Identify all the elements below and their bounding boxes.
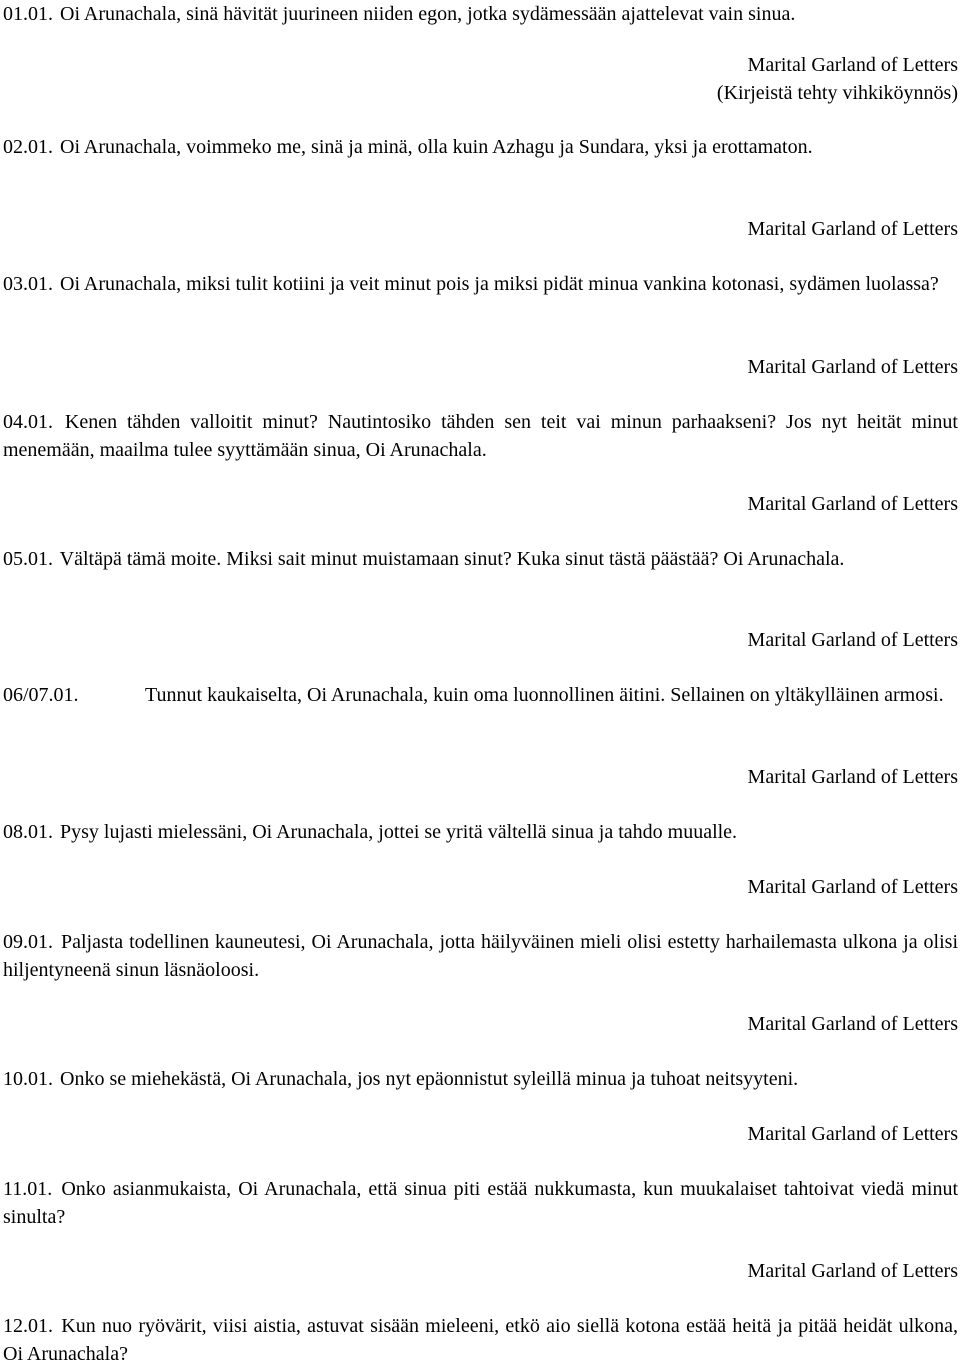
verse-number: 06/07.01.: [3, 684, 79, 706]
verse-text: Kun nuo ryövärit, viisi aistia, astuvat sisään mieleeni, etkö aio siellä kotona estää heitä ja pitää heidät ulkona, Oi Arunachala?: [3, 1315, 959, 1365]
verse-entry: [3, 0, 958, 28]
verse-text-block: [3, 1065, 958, 1093]
verse-entry: [3, 270, 958, 298]
verse-number: 04.01.: [3, 411, 53, 433]
verse-number: 12.01.: [3, 1315, 53, 1337]
verse-source: [748, 353, 958, 381]
verse-source: [717, 51, 958, 107]
verse-entry: [3, 1312, 958, 1368]
verse-number: 03.01.: [3, 273, 53, 295]
verse-text-block: [3, 681, 958, 709]
verse-text-block: [3, 928, 958, 984]
source-label: Marital Garland of Letters: [747, 1123, 958, 1145]
verse-number: 05.01.: [3, 548, 53, 570]
source-label: Marital Garland of Letters: [747, 54, 958, 76]
verse-source: [748, 1257, 958, 1285]
verse-number: 01.01.: [3, 3, 53, 25]
verse-text-block: [3, 1312, 958, 1368]
verse-entry: [3, 408, 958, 464]
verse-text: Kenen tähden valloitit minut? Nautintosiko tähden sen teit vai minun parhaakseni? Jos nyt heität minut menemään, maailma tulee syyttämään sinua, Oi Arunachala.: [3, 411, 958, 461]
verse-number: 08.01.: [3, 821, 53, 843]
verse-entry: [3, 928, 958, 984]
verse-source: [748, 873, 958, 901]
verse-text-block: [3, 0, 958, 28]
verse-text: Vältäpä tämä moite. Miksi sait minut muistamaan sinut? Kuka sinut tästä päästää? Oi Arunachala.: [59, 548, 845, 570]
verse-text: Oi Arunachala, sinä hävität juurineen niiden egon, jotka sydämessään ajattelevat vain sinua.: [60, 3, 796, 25]
source-label: Marital Garland of Letters: [747, 1260, 958, 1282]
verse-text: Oi Arunachala, miksi tulit kotiini ja veit minut pois ja miksi pidät minua vankina kotonasi, sydämen luolassa?: [60, 273, 939, 295]
verse-source: [748, 215, 958, 243]
verse-text-block: [3, 408, 958, 464]
source-label: Marital Garland of Letters: [747, 218, 958, 240]
source-sublabel: (Kirjeistä tehty vihkiköynnös): [716, 82, 958, 104]
verse-number: 09.01.: [3, 931, 53, 953]
verse-entry: [3, 545, 958, 573]
verse-text: Paljasta todellinen kauneutesi, Oi Arunachala, jotta häilyväinen mieli olisi estetty harhailemasta ulkona ja olisi hiljentyneenä sinun läsnäoloosi.: [3, 931, 959, 981]
source-label: Marital Garland of Letters: [747, 1013, 958, 1035]
verse-number: 02.01.: [3, 136, 53, 158]
verse-text-block: [3, 1175, 958, 1231]
verse-text-block: [3, 818, 958, 846]
source-label: Marital Garland of Letters: [747, 356, 958, 378]
verse-entry: [3, 1175, 958, 1231]
verse-text-block: [3, 133, 958, 161]
source-label: Marital Garland of Letters: [747, 766, 958, 788]
verse-text: Onko se miehekästä, Oi Arunachala, jos nyt epäonnistut syleillä minua ja tuhoat neitsyyteni.: [60, 1068, 799, 1090]
verse-text-block: [3, 270, 958, 298]
verse-number: 10.01.: [3, 1068, 53, 1090]
verse-text: Pysy lujasti mielessäni, Oi Arunachala, jottei se yritä vältellä sinua ja tahdo muualle.: [60, 821, 738, 843]
verse-entry: [3, 681, 958, 709]
source-label: Marital Garland of Letters: [747, 629, 958, 651]
verse-text-block: [3, 545, 958, 573]
verse-source: [748, 1120, 958, 1148]
verse-source: [748, 490, 958, 518]
verse-entry: [3, 1065, 958, 1093]
verse-text: Oi Arunachala, voimmeko me, sinä ja minä, olla kuin Azhagu ja Sundara, yksi ja erottamaton.: [60, 136, 813, 158]
source-label: Marital Garland of Letters: [747, 493, 958, 515]
verse-entry: [3, 818, 958, 846]
verse-source: [748, 763, 958, 791]
verse-entry: [3, 133, 958, 161]
verse-text: Onko asianmukaista, Oi Arunachala, että sinua piti estää nukkumasta, kun muukalaiset tahtoivat viedä minut sinulta?: [3, 1178, 958, 1228]
verse-text: Tunnut kaukaiselta, Oi Arunachala, kuin oma luonnollinen äitini. Sellainen on yltäkylläinen armosi.: [145, 684, 944, 706]
verse-source: [748, 1010, 958, 1038]
source-label: Marital Garland of Letters: [747, 876, 958, 898]
verse-number: 11.01.: [3, 1178, 53, 1200]
verse-source: [748, 626, 958, 654]
